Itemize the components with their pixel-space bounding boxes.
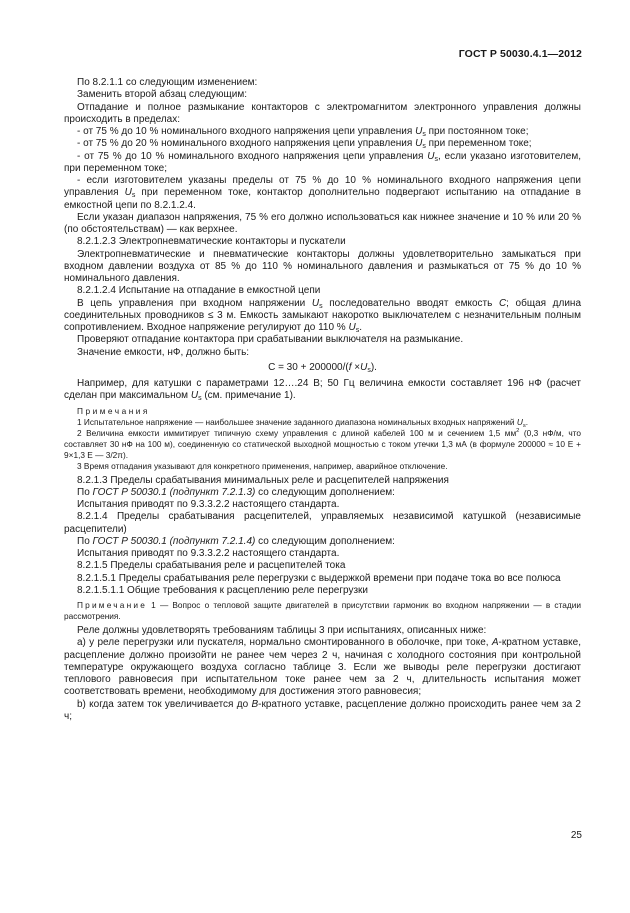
section-heading: 8.2.1.2.3 Электропневматические контакторы и пускатели [77, 236, 346, 248]
note-item: 1 Испытательное напряжение — наибольшее значение заданного диапазона номинальных входных напряжений $U_s$. [77, 416, 529, 429]
paragraph: Испытания приводят по 9.3.3.2.2 настоящего стандарта. [77, 499, 340, 510]
paragraph: Проверяют отпадание контактора при срабатывании выключателя на размыкание. [77, 334, 464, 346]
section-heading: 8.2.1.3 Пределы срабатывания минимальных реле и расцепителей напряжения [77, 474, 449, 486]
list-item: b) когда затем ток увеличивается до В-кратного уставке, расцепление должно происходить ранее чем за 2 ч; [64, 698, 581, 722]
note-item: 2 Величина емкости иммитирует типичную схему управления с длиной кабелей 100 м и сечением 1,5 $мм^2$ (0,3 нФ/м, что составляет 30 нФ на 100 м), соединенную со статической выходной мощностью с током утечки 1,3 мА (в формуле 200000 ≈ 10 Е + 9×1,3 Е — 3/2π). [64, 427, 581, 460]
list-item: - если изготовителем указаны пределы от 75 % до 10 % номинального входного напряжения цепи управления $U_s$ при переменном токе, контактор дополнительно подвергают испытанию на отпадание в емкостной цепи по 8.2.1.2.4. [64, 175, 581, 211]
list-item: a) у реле перегрузки или пускателя, нормально смонтированного в оболочке, при токе, А-кратном уставке, расцепление должно произойти не ранее чем через 2 ч, начиная с холодного состояния при контрольной температуре окружающего воздуха согласно таблице 3. Если же выводы реле перегрузки достигают теплового равновесия при испытательном токе ранее чем за 2 ч, длительность испытания может соответствовать времени, необходимому для достижения этого равновесия; [64, 637, 581, 698]
list-item: - от 75 % до 20 % номинального входного напряжения цепи управления $U_s$ при переменном токе; [77, 138, 532, 151]
paragraph: Отпадание и полное размыкание контакторов с электромагнитом электронного управления должны происходить в пределах: [64, 101, 581, 125]
paragraph: Если указан диапазон напряжения, 75 % его должно использоваться как нижнее значение и 10 % или 20 % (по обстоятельствам) — как верхнее. [64, 211, 581, 235]
paragraph: Значение емкости, нФ, должно быть: [77, 346, 250, 358]
paragraph: Например, для катушки с параметрами 12….24 В; 50 Гц величина емкости составляет 196 нФ (расчет сделан при максимальном $U_s$ (см. примечание 1). [64, 378, 581, 403]
list-item: - от 75 % до 10 % номинального входного напряжения цепи управления $U_s$ при постоянном токе; [77, 126, 529, 138]
page-number: 25 [570, 830, 582, 841]
paragraph: Электропневматические и пневматические контакторы должны удовлетворительно замыкаться при входном давлении воздуха от 85 % до 110 % номинального давления и размыкаться от 75 % до 10 % номинального давления. [64, 248, 581, 284]
paragraph: В цепь управления при входном напряжении $U_s$ последовательно вводят емкость C; общая длина соединительных проводников ≤ 3 м. Емкость замыкают накоротко выключателем с незначительным полным сопротивлением. Входное напряжение регулируют до 110 % $U_s$. [64, 297, 582, 334]
paragraph: Заменить второй абзац следующим: [77, 89, 248, 101]
notes-heading: Примечания [77, 405, 150, 416]
section-heading: 8.2.1.5 Пределы срабатывания реле и расцепителей тока [77, 560, 346, 572]
note-item: 3 Время отпадания указывают для конкретного применения, например, аварийное отключение. [77, 460, 448, 471]
standard-reference: ГОСТ Р 50030.1 (подпункт 7.2.1.3) [92, 486, 256, 498]
section-heading: 8.2.1.5.1.1 Общие требования к расцеплению реле перегрузки [77, 584, 369, 596]
note-item: Примечание 1 — Вопрос о тепловой защите двигателей в присутствии гармоник во входном напряжении — в стадии рассмотрения. [64, 600, 581, 621]
section-heading: 8.2.1.5.1 Пределы срабатывания реле перегрузки с выдержкой времени при подаче тока во все полюса [77, 572, 561, 584]
section-heading: 8.2.1.4 Пределы срабатывания расцепителей, управляемых независимой катушкой (независимые расцепители) [64, 511, 581, 535]
document-body [64, 77, 581, 723]
paragraph: По 8.2.1.1 со следующим изменением: [77, 77, 258, 88]
document-header: ГОСТ Р 50030.4.1—2012 [458, 48, 582, 60]
paragraph: По ГОСТ Р 50030.1 (подпункт 7.2.1.3) со следующим дополнением: [77, 486, 395, 498]
paragraph: Реле должны удовлетворять требованиям таблицы 3 при испытаниях, описанных ниже: [77, 625, 487, 636]
paragraph: Испытания приводят по 9.3.3.2.2 настоящего стандарта. [77, 548, 340, 559]
list-item: - от 75 % до 10 % номинального входного напряжения цепи управления $U_s$, если указано изготовителем, при переменном токе; [64, 150, 581, 174]
paragraph: По ГОСТ Р 50030.1 (подпункт 7.2.1.4) со следующим дополнением: [77, 535, 395, 547]
standard-reference: ГОСТ Р 50030.1 (подпункт 7.2.1.4) [92, 535, 256, 547]
capacitance-formula: $C = 30 + 200000/(f \times U_s)$. [268, 361, 377, 374]
section-heading: 8.2.1.2.4 Испытание на отпадание в емкостной цепи [77, 285, 321, 297]
